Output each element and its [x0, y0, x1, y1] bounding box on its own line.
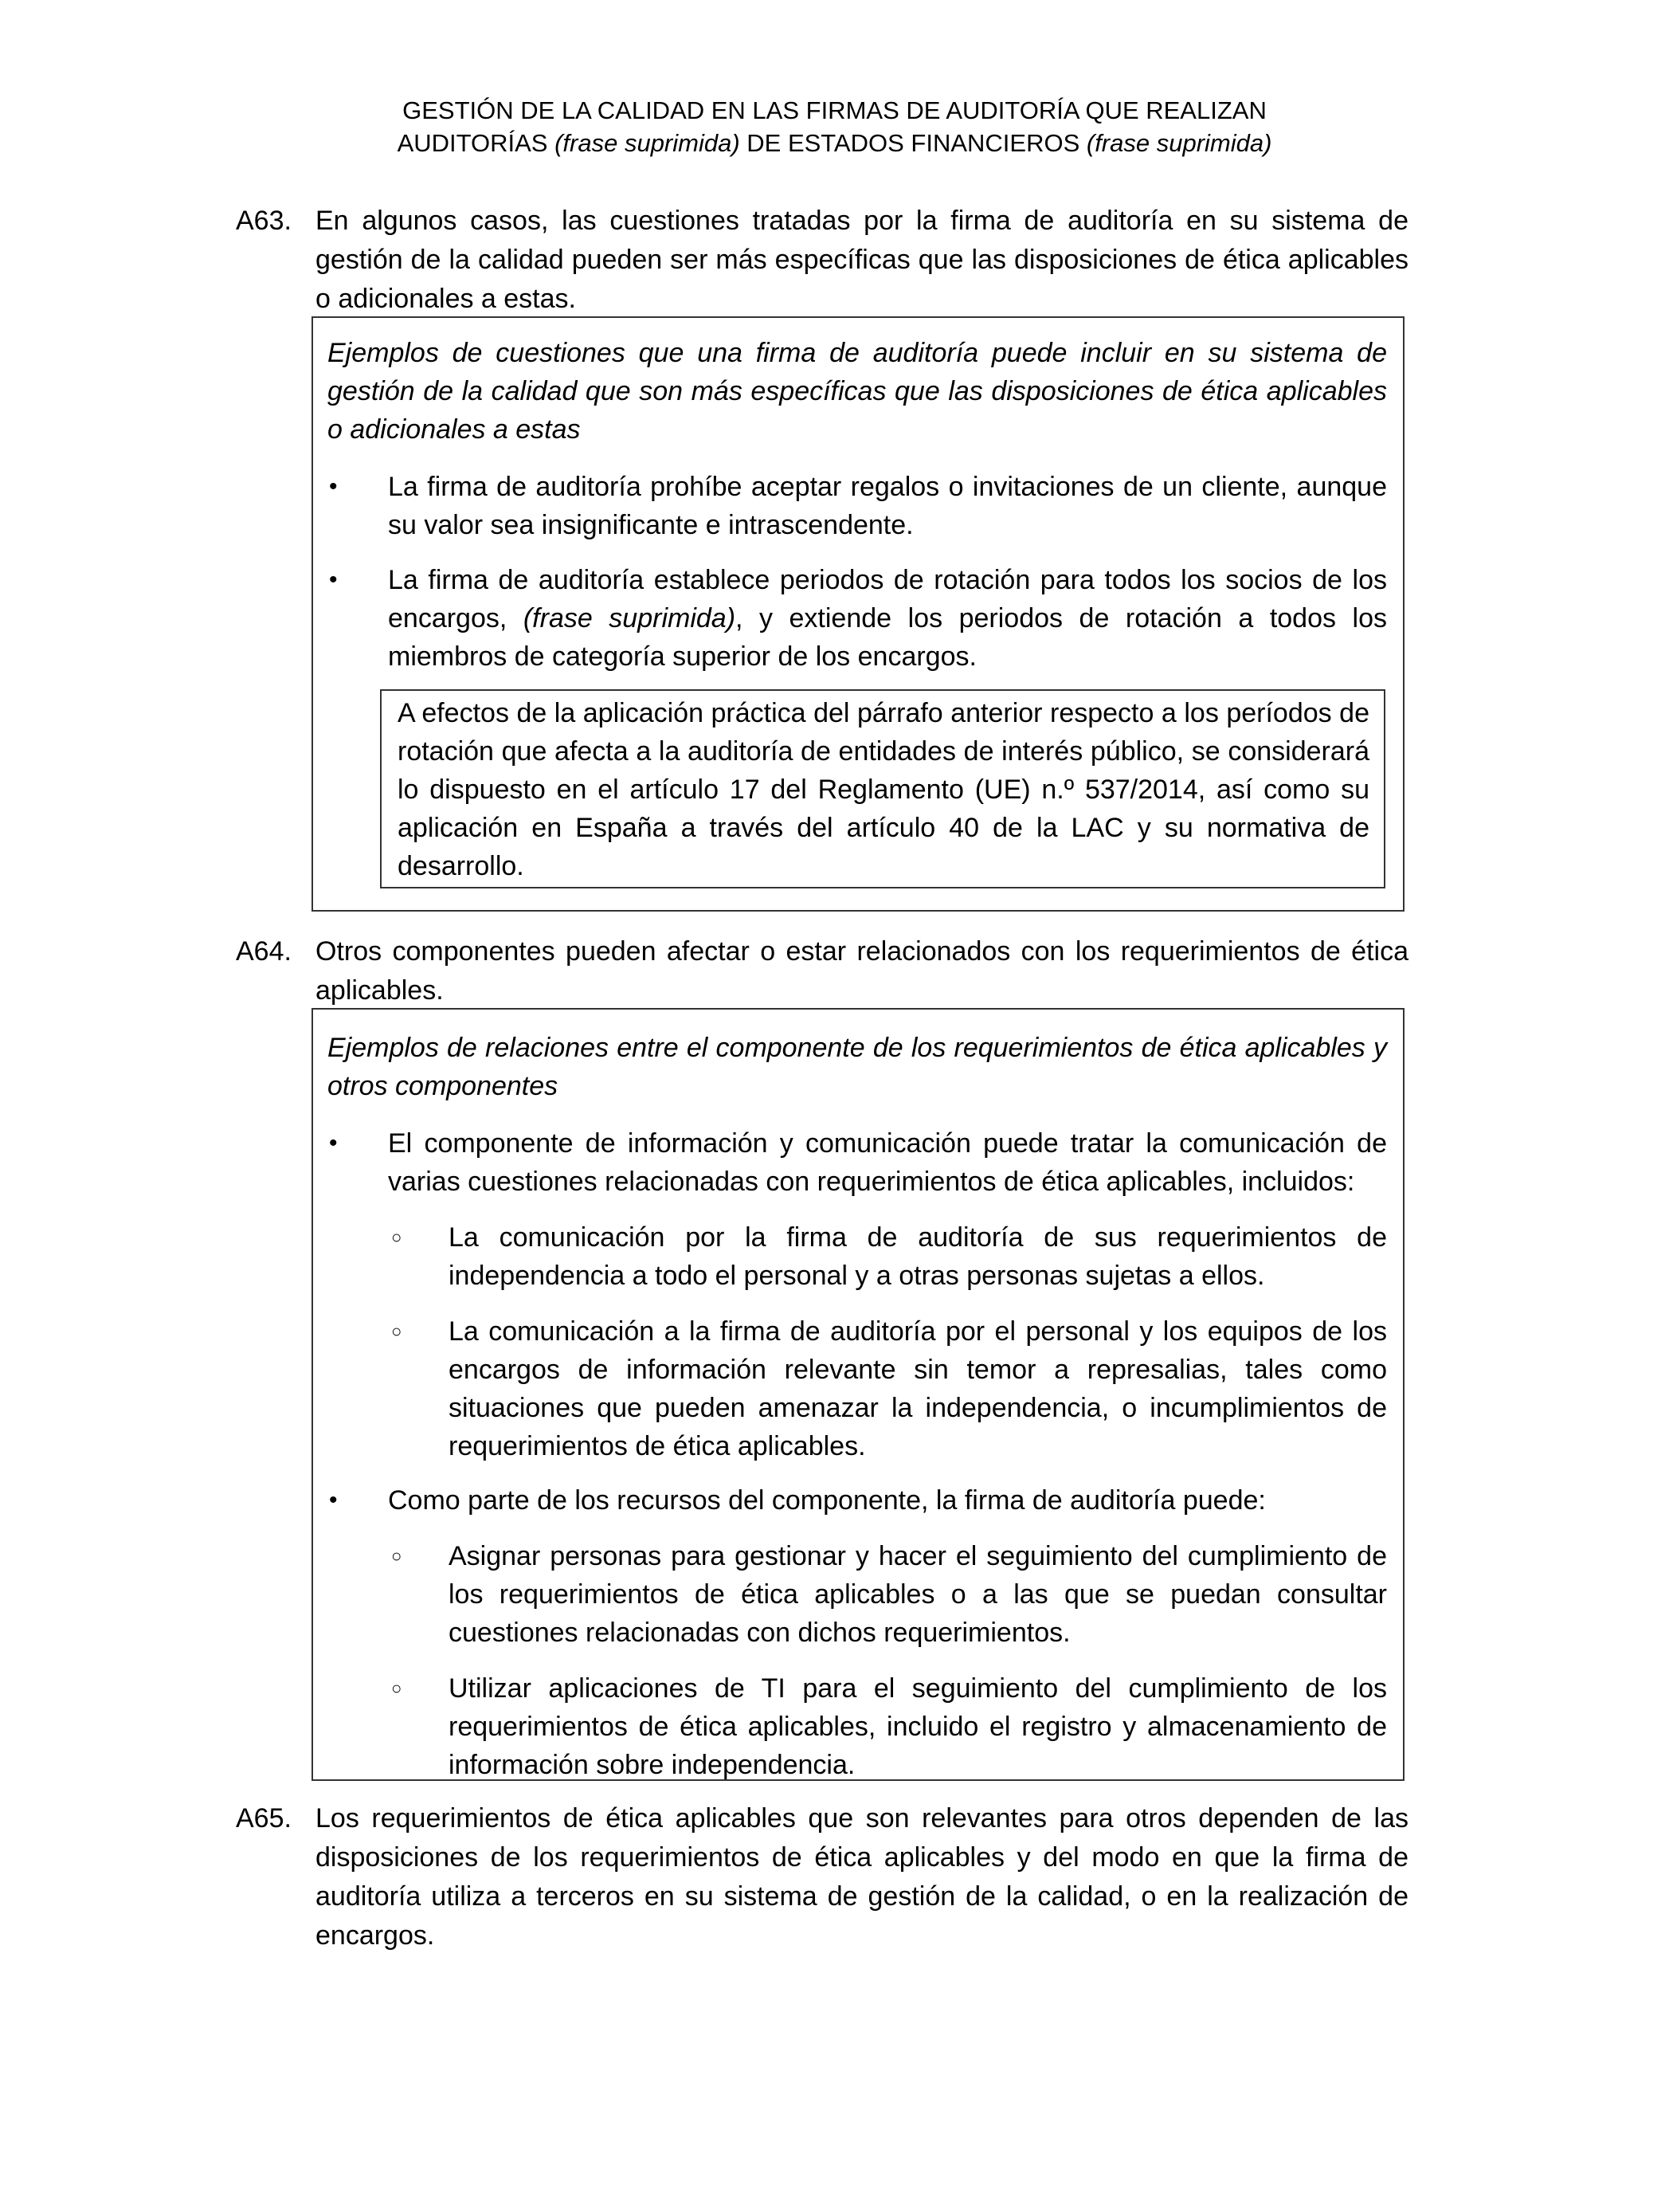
- list-item: [327, 1481, 1387, 1520]
- bullet-marker: •: [329, 1487, 338, 1513]
- sub-list-item: [388, 1669, 1387, 1784]
- header-line-2: [0, 127, 1669, 159]
- text-run: , y extiende los periodos de rotación a todos los miembros de categoría superior de los encargos.: [388, 603, 1387, 672]
- header-suppressed: (frase suprimida): [554, 129, 740, 157]
- sub-list-item-text: Utilizar aplicaciones de TI para el seguimiento del cumplimiento de los requerimientos de ética aplicables, incluido el registro y almacenamiento de información sobre independencia.: [449, 1673, 1387, 1780]
- bullet-marker: •: [329, 567, 338, 593]
- circle-bullet-marker: ○: [391, 1227, 402, 1247]
- example-box-a64: [311, 1008, 1405, 1781]
- sub-list-item: [388, 1537, 1387, 1652]
- circle-bullet-marker: ○: [391, 1678, 402, 1698]
- list-item: [327, 1124, 1387, 1201]
- header-text: AUDITORÍAS: [397, 129, 555, 157]
- example-box-title: Ejemplos de cuestiones que una firma de auditoría puede incluir en su sistema de gestión de la calidad que son más específicas que las disposiciones de ética aplicables o adicionales a estas: [327, 338, 1387, 445]
- paragraph-a63: [236, 202, 1408, 319]
- list-item: [327, 561, 1387, 676]
- sub-list-item-text: Asignar personas para gestionar y hacer el seguimiento del cumplimiento de los requerimientos de ética aplicables o a las que se puedan consultar cuestiones relacionadas con dichos requerimientos.: [449, 1541, 1387, 1648]
- paragraph-text: Los requerimientos de ética aplicables que son relevantes para otros dependen de las disposiciones de los requerimientos de ética aplicables y del modo en que la firma de auditoría utiliza a terceros en su sistema de gestión de la calidad, o en la realización de encargos.: [315, 1803, 1408, 1951]
- sub-list-item: [388, 1218, 1387, 1295]
- suppressed-phrase: (frase suprimida): [523, 603, 736, 633]
- header-text: DE ESTADOS FINANCIEROS: [739, 129, 1087, 157]
- paragraph-text: En algunos casos, las cuestiones tratadas por la firma de auditoría en su sistema de gestión de la calidad pueden ser más específicas que las disposiciones de ética aplicables o adicionales a estas.: [315, 206, 1408, 314]
- paragraph-number: A64.: [236, 936, 292, 967]
- list-item-text: Como parte de los recursos del componente, la firma de auditoría puede:: [388, 1485, 1266, 1516]
- circle-bullet-marker: ○: [391, 1321, 402, 1341]
- example-box-a63: [311, 316, 1405, 912]
- sub-list-item-text: La comunicación a la firma de auditoría por el personal y los equipos de los encargos de información relevante sin temor a represalias, tales como situaciones que pueden amenazar la independencia, o incumplimientos de requerimientos de ética aplicables.: [449, 1316, 1387, 1461]
- paragraph-a64: [236, 932, 1408, 1010]
- list-item-text: La firma de auditoría prohíbe aceptar regalos o invitaciones de un cliente, aunque su valor sea insignificante e intrascendente.: [388, 472, 1387, 540]
- bullet-marker: •: [329, 1130, 338, 1156]
- paragraph-text: Otros componentes pueden afectar o estar relacionados con los requerimientos de ética aplicables.: [315, 936, 1408, 1006]
- paragraph-number: A63.: [236, 206, 292, 236]
- paragraph-number: A65.: [236, 1803, 292, 1834]
- header-suppressed: (frase suprimida): [1086, 129, 1272, 157]
- sub-list-item-text: La comunicación por la firma de auditoría de sus requerimientos de independencia a todo el personal y a otras personas sujetas a ellos.: [449, 1222, 1387, 1291]
- list-item: [327, 468, 1387, 544]
- paragraph-a65: [236, 1799, 1408, 1955]
- national-note-text: A efectos de la aplicación práctica del párrafo anterior respecto a los períodos de rotación que afecta a la auditoría de entidades de interés público, se considerará lo dispuesto en el artículo 17 del Reglamento (UE) n.º 537/2014, así como su aplicación en España a través del artículo 40 de la LAC y su normativa de desarrollo.: [398, 698, 1369, 881]
- text-run: La firma de auditoría establece periodos de rotación para todos los socios de los encargos,: [388, 565, 1387, 633]
- national-note-box: [380, 689, 1385, 888]
- bullet-marker: •: [329, 473, 338, 500]
- page-header: [0, 94, 1669, 159]
- sub-list-item: [388, 1312, 1387, 1465]
- circle-bullet-marker: ○: [391, 1546, 402, 1566]
- list-item-text: El componente de información y comunicación puede tratar la comunicación de varias cuestiones relacionadas con requerimientos de ética aplicables, incluidos:: [388, 1128, 1387, 1197]
- list-item-text: [388, 561, 1387, 676]
- example-box-title: Ejemplos de relaciones entre el componente de los requerimientos de ética aplicables y otros componentes: [327, 1033, 1387, 1101]
- header-line-1: GESTIÓN DE LA CALIDAD EN LAS FIRMAS DE AUDITORÍA QUE REALIZAN: [402, 96, 1267, 124]
